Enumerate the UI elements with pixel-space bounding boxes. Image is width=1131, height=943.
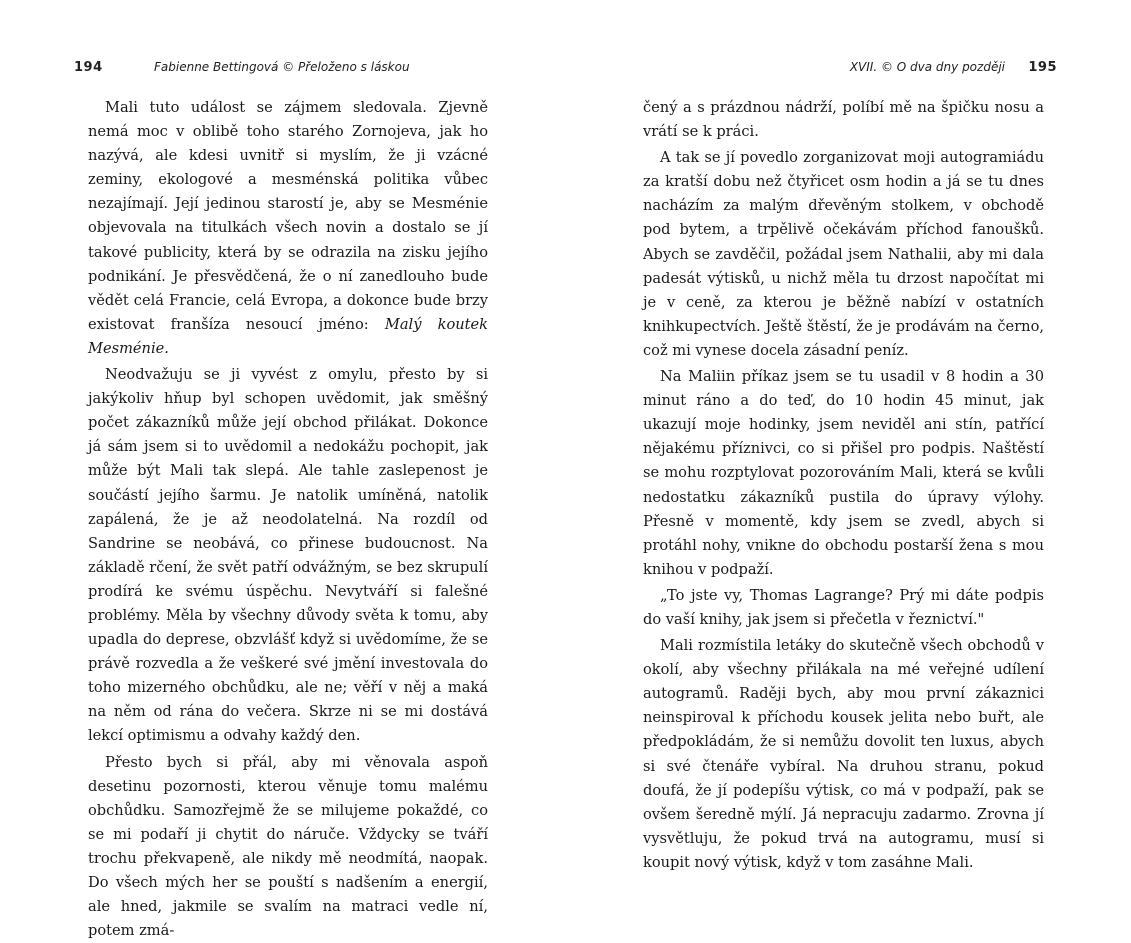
right-paragraph-1: čený a s prázdnou nádrží, políbí mě na špičku nosu a vrátí se k práci.: [643, 99, 1044, 141]
right-page-number: 195: [1028, 60, 1057, 75]
left-paragraph-2: Neodvažuju se ji vyvést z omylu, přesto by si jakýkoliv hňup byl schopen uvědomit, jak směšný počet zákazníků může její obchod přilákat. Dokonce já sám jsem si to uvědomil a nedokážu pochopit, jak může být Mali tak slepá. Ale tahle zaslepenost je součástí jejího šarmu. Je natolik umíněná, natolik zapálená, že je až neodolatelná. Na rozdíl od Sandrine se neobává, co přinese budoucnost. Na základě rčení, že svět patří odvážným, se bez skrupulí prodírá ke svému úspěchu. Nevytváří si falešné problémy. Měla by všechny důvody světa k tomu, aby upadla do deprese, obzvlášť když si uvědomíme, že se právě rozvedla a že veškeré své jmění investovala do toho mizerného obchůdku, ale ne; věří v něj a maká na něm od rána do večera. Skrze ni se mi dostává lekcí optimismu a odvahy každý den.: [88, 366, 488, 745]
shop-name-italic: Malý koutek Mesménie.: [88, 315, 488, 357]
left-page: [0, 0, 565, 940]
left-running-head: Fabienne Bettingová © Přeloženo s láskou: [154, 60, 410, 74]
right-text-block: [643, 96, 1044, 875]
left-text-block: [88, 96, 488, 943]
left-page-number: 194: [74, 60, 103, 75]
right-paragraph-3: Na Maliin příkaz jsem se tu usadil v 8 hodin a 30 minut ráno a do teď, do 10 hodin 45 minut, jak ukazují moje hodinky, jsem neviděl ani stín, patřící nějakému příznivci, co si přišel pro podpis. Naštěstí se mohu rozptylovat pozorováním Mali, která se kvůli nedostatku zákazníků pustila do úpravy výlohy. Přesně v momentě, kdy jsem se zvedl, abych si protáhl nohy, vnikne do obchodu postarší žena s mou knihou v podpaží.: [643, 368, 1044, 578]
right-paragraph-4: „To jste vy, Thomas Lagrange? Prý mi dáte podpis do vaší knihy, jak jsem si přečetla v řeznictví.": [643, 586, 1044, 628]
right-paragraph-2: A tak se jí povedlo zorganizovat moji autogramiádu za kratší dobu než čtyřicet osm hodin a já se tu dnes nacházím za malým dřevěným stolkem, v obchodě pod bytem, a trpělivě očekávám příchod fanoušků. Abych se zavděčil, požádal jsem Nathalii, aby mi dala padesát výtisků, u nichž měla tu drzost napočítat mi je v ceně, za kterou je běžně nabízí v ostatních knihkupectvích. Ještě štěstí, že je prodávám na černo, což mi vynese docela zásadní peníz.: [643, 149, 1044, 359]
right-page: [566, 0, 1131, 871]
left-paragraph-1-text: Mali tuto událost se zájmem sledovala. Zjevně nemá moc v oblibě toho starého Zornojeva, jak ho nazývá, ale kdesi uvnitř si myslím, že ji vzácné zeminy, ekologové a mesménská politika vůbec nezajímají. Její jedinou starostí je, aby se Mesménie objevovala na titulkách všech novin a dostalo se jí takové publicity, která by se odrazila na zisku jejího podnikání. Je přesvědčená, že o ní zanedlouho bude vědět celá Francie, celá Evropa, a dokonce bude brzy existovat franšíza nesoucí jméno:: [88, 99, 488, 333]
left-paragraph-1: [88, 96, 488, 361]
left-paragraph-3: Přesto bych si přál, aby mi věnovala aspoň desetinu pozornosti, kterou věnuje tomu malému obchůdku. Samozřejmě že se milujeme pokaždé, co se mi podaří ji chytit do náruče. Vždycky se tváří trochu překvapeně, ale nikdy mě neodmítá, naopak. Do všech mých her se pouští s nadšením a energií, ale hned, jakmile se svalím na matraci vedle ní, potem zmá-: [88, 753, 488, 940]
right-paragraph-5: Mali rozmístila letáky do skutečně všech obchodů v okolí, aby všechny přilákala na mé veřejné udílení autogramů. Raději bych, aby mou první zákaznici neinspiroval k příchodu kousek jelita nebo buřt, ale předpokládám, že si nemůžu dovolit ten luxus, abych si své čtenáře vybíral. Na druhou stranu, pokud doufá, že jí podepíšu výtisk, co má v podpaží, pak se ovšem šeredně mýlí. Já nepracuju zadarmo. Zrovna jí vysvětluju, že pokud trvá na autogramu, musí si koupit nový výtisk, když v tom zasáhne Mali.: [643, 637, 1044, 871]
right-running-head: XVII. © O dva dny později: [849, 60, 1005, 74]
